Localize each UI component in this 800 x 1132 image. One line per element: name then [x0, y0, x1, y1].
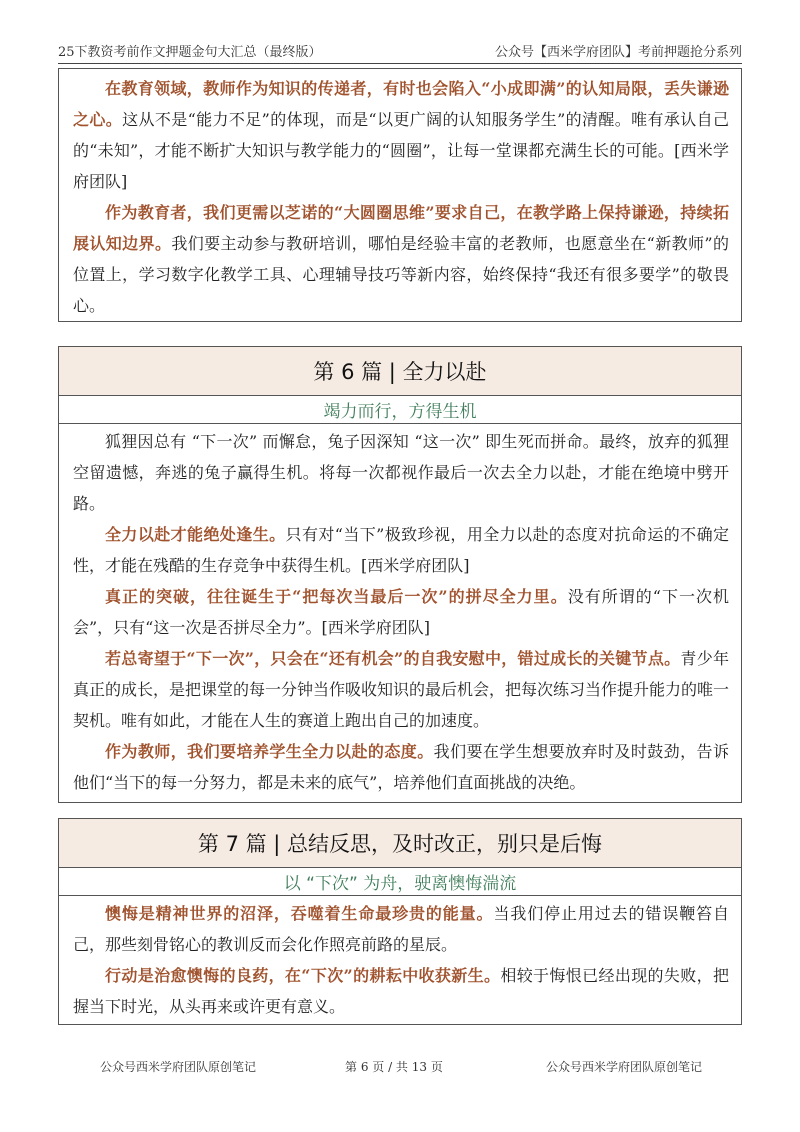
section-6-title: 第 6 篇 | 全力以赴: [58, 346, 742, 396]
section-7-subtitle: 以 “下次” 为舟，驶离懊悔湍流: [58, 868, 742, 896]
page-number: 第 6 页 / 共 13 页: [345, 1060, 443, 1074]
paragraph: 作为教师，我们要培养学生全力以赴的态度。我们要在学生想要放弃时及时鼓劲，告诉他们“当下的每一分努力，都是未来的底气”，培养他们直面挑战的决绝。: [73, 742, 729, 792]
header-left: 25下教资考前作文押题金句大汇总（最终版）: [58, 45, 322, 60]
section-6-subtitle: 竭力而行，方得生机: [58, 396, 742, 424]
section-top-box: [58, 68, 742, 322]
section-7-title: 第 7 篇 | 总结反思，及时改正，别只是后悔: [58, 818, 742, 868]
section-6-body: [58, 423, 742, 803]
paragraph: 全力以赴才能绝处逢生。只有对“当下”极致珍视，用全力以赴的态度对抗命运的不确定性，才能在残酷的生存竞争中获得生机。[西米学府团队]: [73, 525, 729, 575]
paragraph: 若总寄望于“下一次”，只会在“还有机会”的自我安慰中，错过成长的关键节点。青少年真正的成长，是把课堂的每一分钟当作吸收知识的最后机会，把每次练习当作提升能力的唯一契机。唯有如此，才能在人生的赛道上跑出自己的加速度。: [73, 649, 730, 730]
paragraph: 真正的突破，往往诞生于“把每次当最后一次”的拼尽全力里。没有所谓的“下一次机会”，只有“这一次是否拼尽全力”。[西米学府团队]: [73, 587, 729, 637]
footer-left: 公众号西米学府团队原创笔记: [100, 1060, 257, 1074]
section-7-body: [58, 895, 742, 1025]
paragraph: 行动是治愈懊悔的良药，在“下次”的耕耘中收获新生。相较于悔恨已经出现的失败，把握当下时光，从头再来或许更有意义。: [73, 966, 729, 1016]
paragraph: 懊悔是精神世界的沼泽，吞噬着生命最珍贵的能量。当我们停止用过去的错误鞭笞自己，那些刻骨铭心的教训反而会化作照亮前路的星辰。: [73, 904, 729, 954]
header-right: 公众号【西米学府团队】考前押题抢分系列: [494, 45, 742, 60]
paragraph: 狐狸因总有 “下一次” 而懈怠，兔子因深知 “这一次” 即生死而拼命。最终，放弃的狐狸空留遗憾，奔逃的兔子赢得生机。将每一次都视作最后一次去全力以赴，才能在绝境中劈开路。: [73, 432, 729, 513]
paragraph: 在教育领域，教师作为知识的传递者，有时也会陷入“小成即满”的认知局限，丢失谦逊之心。这从不是“能力不足”的体现，而是“以更广阔的认知服务学生”的清醒。唯有承认自己的“未知”，才能不断扩大知识与教学能力的“圆圈”，让每一堂课都充满生长的可能。[西米学府团队]: [73, 79, 729, 191]
footer-right: 公众号西米学府团队原创笔记: [546, 1060, 703, 1074]
page-header: [58, 36, 742, 64]
paragraph: 作为教育者，我们更需以芝诺的“大圆圈思维”要求自己，在教学路上保持谦逊，持续拓展认知边界。我们要主动参与教研培训，哪怕是经验丰富的老教师，也愿意坐在“新教师”的位置上，学习数字化教学工具、心理辅导技巧等新内容，始终保持“我还有很多要学”的敬畏心。: [73, 203, 729, 315]
